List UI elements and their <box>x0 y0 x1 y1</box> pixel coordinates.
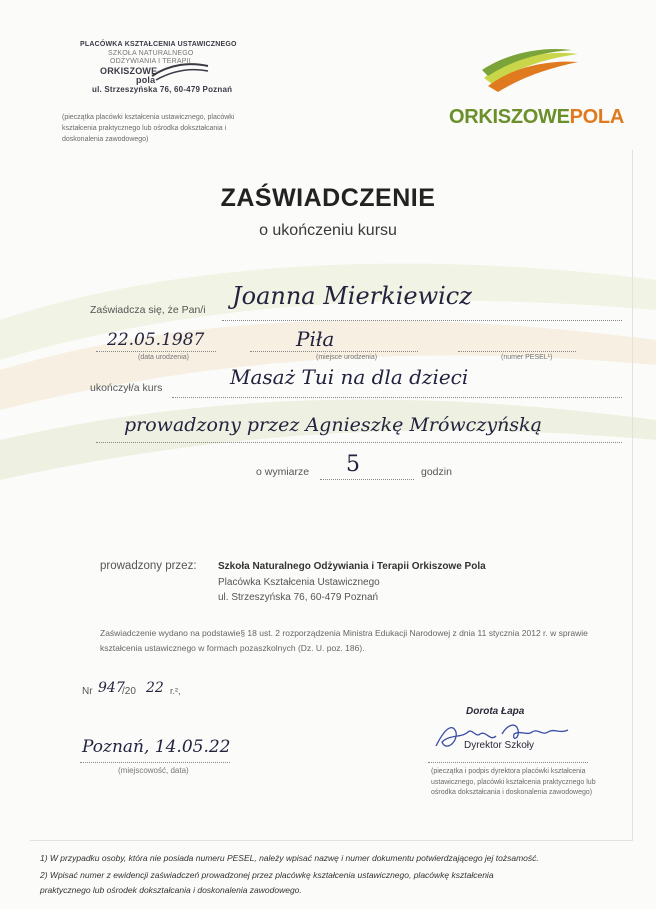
birth-place-label: (miejsce urodzenia) <box>316 354 378 361</box>
recipient-name: Joanna Mierkiewicz <box>232 282 472 310</box>
legal-basis: Zaświadczenie wydano na podstawie§ 18 ust. 2 rozporządzenia Ministra Edukacji Narodowej z dnia 11 stycznia 2012 r. w sprawie kształcenia ustawicznego w formach pozaszkolnych (Dz. U. poz. 186). <box>100 628 588 653</box>
pesel-line <box>458 351 576 352</box>
stamp-caption: (pieczątka placówki kształcenia ustawicznego, placówki kształcenia praktycznego lub ośrodka dokształcania i doskonalenia zawodowego) <box>62 114 235 143</box>
organizer-address: ul. Strzeszyńska 76, 60-479 Poznań <box>218 592 379 603</box>
stamp-swoosh-icon <box>150 60 210 82</box>
document-subtitle: o ukończeniu kursu <box>259 222 397 239</box>
birth-date-line <box>96 351 216 352</box>
signature-caption: (pieczątka i podpis dyrektora placówki kształcenia ustawicznego, placówki kształcenia praktycznego lub ośrodka dokształcania i doskonalenia zawodowego) <box>431 768 596 796</box>
registry-suffix: r.², <box>170 686 181 696</box>
certify-label: Zaświadcza się, że Pan/i <box>90 304 206 316</box>
document-title: ZAŚWIADCZENIE <box>220 184 436 212</box>
birth-place-line <box>250 351 418 352</box>
director-role: Dyrektor Szkoły <box>464 740 535 751</box>
course-name-line-1: Masaż Tui na dla dzieci <box>230 365 469 389</box>
stamp-line-1: PLACÓWKA KSZTAŁCENIA USTAWICZNEGO <box>80 41 237 48</box>
place-date-label: (miejscowość, data) <box>118 766 189 775</box>
issue-place-date: Poznań, 14.05.22 <box>82 737 231 757</box>
registry-number: 947 <box>98 680 125 696</box>
director-name: Dorota Łapa <box>466 706 525 717</box>
logo-text-orkiszowe: ORKISZOWE <box>449 106 570 128</box>
duration-label: o wymiarze <box>256 466 310 478</box>
birth-date-label: (data urodzenia) <box>138 354 189 361</box>
stamp-line-4: ORKISZOWE <box>100 66 158 76</box>
stamp-line-5: pola <box>136 75 156 85</box>
registry-year-prefix: /20 <box>122 686 136 697</box>
course-label: ukończył/a kurs <box>90 382 163 394</box>
footnote-2-line-2: praktycznego lub ośrodek dokształcania i doskonalenia zawodowego. <box>40 885 302 895</box>
logo-text-pola: POLA <box>569 106 624 128</box>
birth-date: 22.05.1987 <box>107 330 205 350</box>
frame-right <box>632 150 633 840</box>
footnote-1: 1) W przypadku osoby, która nie posiada numeru PESEL, należy wpisać nazwę i numer dokumentu potwierdzającego jej tożsamość. <box>40 853 539 863</box>
frame-bottom <box>30 840 633 841</box>
pesel-label: (numer PESEL¹) <box>501 354 553 361</box>
signature-line <box>428 762 588 763</box>
hours-label: godzin <box>421 466 452 478</box>
course-name-line-2: prowadzony przez Agnieszkę Mrówczyńską <box>124 414 542 436</box>
organizer-label: prowadzony przez: <box>100 560 197 572</box>
registry-year: 22 <box>146 680 164 696</box>
logo-field-icon <box>480 48 580 96</box>
birth-place: Piła <box>296 327 335 351</box>
place-date-line <box>80 762 230 763</box>
organizer-name: Szkoła Naturalnego Odżywiania i Terapii Orkiszowe Pola <box>218 561 486 572</box>
registry-prefix: Nr <box>82 686 93 697</box>
course-line-2 <box>96 442 622 443</box>
stamp-line-3: ODŻYWIANIA I TERAPII <box>110 58 191 65</box>
stamp-address: ul. Strzeszyńska 76, 60-479 Poznań <box>92 85 233 94</box>
stamp-line-2: SZKOŁA NATURALNEGO <box>108 50 194 57</box>
organizer-type: Placówka Kształcenia Ustawicznego <box>218 577 380 588</box>
hours-line <box>320 479 414 480</box>
name-line <box>222 320 622 321</box>
course-line-1 <box>172 397 622 398</box>
course-hours: 5 <box>346 452 360 477</box>
footnote-2-line-1: 2) Wpisać numer z ewidencji zaświadczeń prowadzonej przez placówkę kształcenia ustawicznego, placówkę kształcenia <box>40 870 494 880</box>
